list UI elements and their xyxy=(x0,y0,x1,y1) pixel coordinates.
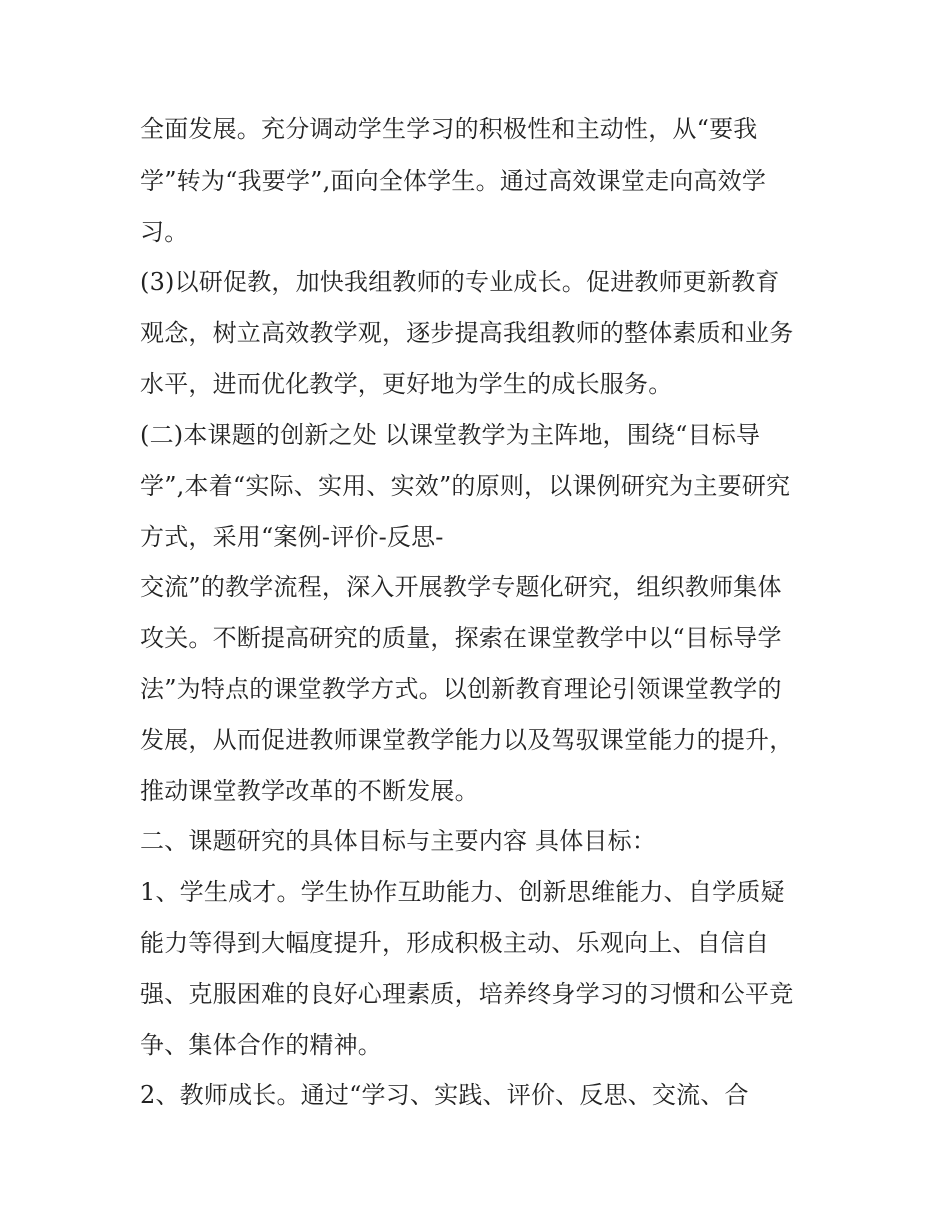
text-line: (二)本课题的创新之处 以课堂教学为主阵地，围绕“目标导 xyxy=(140,421,761,449)
text-line: 能力等得到大幅度提升，形成积极主动、乐观向上、自信自 xyxy=(140,929,770,957)
text-line: 发展，从而促进教师课堂教学能力以及驾驭课堂能力的提升， xyxy=(140,726,794,754)
text-line: 观念，树立高效教学观，逐步提高我组教师的整体素质和业务 xyxy=(140,319,794,347)
text-line: 学”,本着“实际、实用、实效”的原则，以课例研究为主要研究 xyxy=(140,472,791,500)
text-line: 二、课题研究的具体目标与主要内容 具体目标： xyxy=(140,827,657,855)
text-line: 全面发展。充分调动学生学习的积极性和主动性，从“要我 xyxy=(140,115,758,143)
text-line: 攻关。不断提高研究的质量，探索在课堂教学中以“目标导学 xyxy=(140,624,782,652)
text-line: 交流”的教学流程，深入开展教学专题化研究，组织教师集体 xyxy=(140,573,782,601)
text-line: 法”为特点的课堂教学方式。以创新教育理论引领课堂教学的 xyxy=(140,675,782,703)
text-line: 方式，采用“案例-评价-反思- xyxy=(140,523,444,551)
text-line: 1、学生成才。学生协作互助能力、创新思维能力、自学质疑 xyxy=(140,878,785,906)
text-line: 争、集体合作的精神。 xyxy=(140,1031,382,1059)
text-line: 强、克服困难的良好心理素质，培养终身学习的习惯和公平竞 xyxy=(140,980,794,1008)
text-line: 学”转为“我要学”,面向全体学生。通过高效课堂走向高效学 xyxy=(140,167,767,195)
text-line: (3)以研促教，加快我组教师的专业成长。促进教师更新教育 xyxy=(140,268,780,296)
text-line: 水平，进而优化教学，更好地为学生的成长服务。 xyxy=(140,370,673,398)
text-line: 习。 xyxy=(140,218,189,246)
text-line: 2、教师成长。通过“学习、实践、评价、反思、交流、合 xyxy=(140,1081,749,1109)
text-line: 推动课堂教学改革的不断发展。 xyxy=(140,777,479,805)
